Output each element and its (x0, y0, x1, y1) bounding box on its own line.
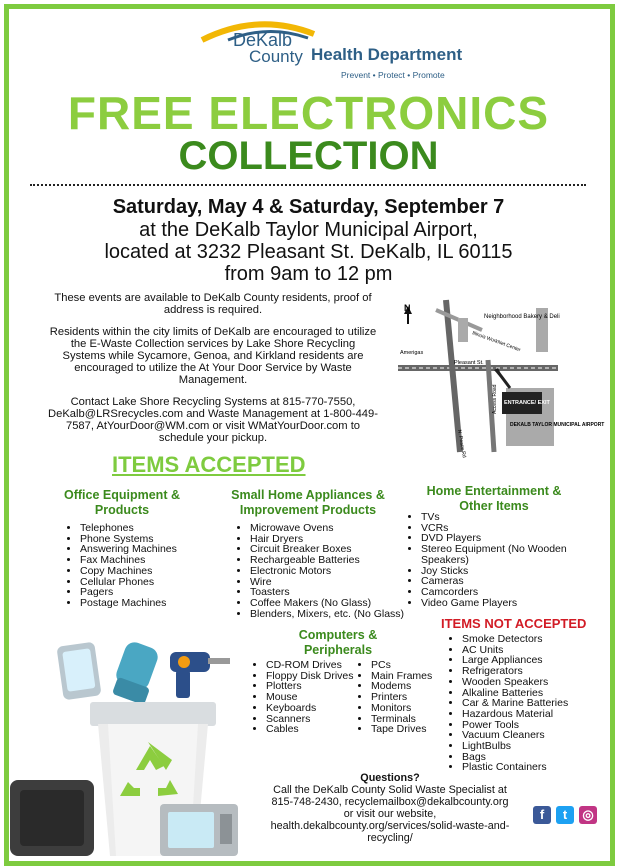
logo-health-department: Health Department (311, 45, 463, 64)
list-item: • Circuit Breaker Boxes (250, 544, 430, 555)
list-item: • Refrigerators (462, 666, 602, 677)
intro-eligibility: These events are available to DeKalb County residents, proof of address is required. (54, 292, 372, 316)
event-dates: Saturday, May 4 & Saturday, September 7 (112, 196, 505, 218)
list-item: • Copy Machines (80, 566, 220, 577)
location-map (398, 300, 605, 459)
list-item: • Smoke Detectors (462, 634, 602, 645)
questions-website[interactable]: health.dekalbcounty.org/services/solid-waste-and- (270, 820, 510, 832)
appliances-heading: Small Home Appliances & Improvement Products (231, 488, 385, 517)
list-item: • Alkaline Batteries (462, 688, 602, 699)
list-item: • Cameras (421, 576, 581, 587)
logo-dekalb: DeKalb (233, 30, 293, 50)
list-item: • VCRs (421, 523, 581, 534)
tv-icon (10, 780, 94, 856)
list-item: • Microwave Ovens (250, 523, 430, 534)
questions-heading: Questions? (360, 772, 420, 784)
list-item: • PCs (371, 660, 451, 671)
entertainment-list (405, 512, 581, 608)
map-north: N (404, 303, 411, 313)
appliances-list (234, 523, 430, 619)
map-amerigas: Amerigas (400, 350, 424, 356)
list-item: • TVs (421, 512, 581, 523)
instagram-icon[interactable]: ◎ (579, 806, 597, 824)
computers-heading: Computers & Peripherals (298, 628, 378, 657)
questions-line-2: 815-748-2430, recyclemailbox@dekalbcounty.org (271, 796, 509, 808)
list-item: • Phone Systems (80, 534, 220, 545)
list-item: • LightBulbs (462, 741, 602, 752)
list-item: • Printers (371, 692, 451, 703)
list-item: • Fax Machines (80, 555, 220, 566)
list-item: • Wire (250, 577, 430, 588)
list-item: • Floppy Disk Drives (266, 671, 376, 682)
list-item: • DVD Players (421, 533, 581, 544)
list-item: • Terminals (371, 714, 451, 725)
list-item: • Rechargeable Batteries (250, 555, 430, 566)
list-item: • Main Frames (371, 671, 451, 682)
map-peace-rd: N. Peace Rd (456, 429, 467, 459)
list-item: • Wooden Speakers (462, 677, 602, 688)
intro-contact: Contact Lake Shore Recycling Systems at 815-770-7550, DeKalb@LRSrecycles.com and Waste Management at 1-800-449-7587, AtYourDoor@WM.com or visit WMatYourDoor.com to schedule your pickup. (48, 396, 378, 444)
list-item: • Bags (462, 752, 602, 763)
list-item: • Camcorders (421, 587, 581, 598)
list-item: • Cables (266, 724, 376, 735)
facebook-icon[interactable]: f (533, 806, 551, 824)
list-item: • Scanners (266, 714, 376, 725)
questions-website-cont[interactable]: recycling/ (367, 832, 413, 844)
office-list (64, 523, 220, 609)
map-airport: DEKALB TAYLOR MUNICIPAL AIRPORT (510, 422, 605, 428)
logo-county: County (249, 47, 303, 66)
list-item: • Electronic Motors (250, 566, 430, 577)
logo-tagline: Prevent • Protect • Promote (341, 70, 445, 80)
list-item: • Large Appliances (462, 655, 602, 666)
list-item: • Stereo Equipment (No Wooden Speakers) (421, 544, 581, 565)
drill-icon (170, 652, 230, 698)
list-item: • Hair Dryers (250, 534, 430, 545)
list-item: • Postage Machines (80, 598, 220, 609)
list-item: • Car & Marine Batteries (462, 698, 602, 709)
list-item: • Tape Drives (371, 724, 451, 735)
questions-line-3: or visit our website, (343, 808, 437, 820)
blender-icon (112, 640, 161, 706)
intro-residents: Residents within the city limits of DeKalb are encouraged to utilize the E-Waste Collection services by Lake Shore Recycling Systems while Sycamore, Genoa, and Kirkland residents are encouraged to utilize the At Your Door Service by Waste Management. (49, 326, 377, 386)
list-item: • Power Tools (462, 720, 602, 731)
recycling-illustration (10, 620, 240, 856)
map-access-road: Access Road (492, 384, 498, 414)
computers-list-2 (355, 660, 451, 735)
list-item: • Coffee Makers (No Glass) (250, 598, 430, 609)
phone-icon (56, 642, 101, 701)
list-item: • Toasters (250, 587, 430, 598)
not-accepted-list (446, 634, 602, 773)
questions-line-1: Call the DeKalb County Solid Waste Specialist at (273, 784, 507, 796)
list-item: • Pagers (80, 587, 220, 598)
list-item: • Plastic Containers (462, 762, 602, 773)
list-item: • Video Game Players (421, 598, 581, 609)
entertainment-heading: Home Entertainment & Other Items (426, 484, 562, 513)
list-item: • Keyboards (266, 703, 376, 714)
items-not-accepted-heading: ITEMS NOT ACCEPTED (441, 616, 587, 631)
list-item: • CD-ROM Drives (266, 660, 376, 671)
list-item: • Mouse (266, 692, 376, 703)
event-time: from 9am to 12 pm (224, 263, 393, 285)
map-neighborhood-bakery: Neighborhood Bakery & Deli (484, 314, 560, 320)
list-item: • Joy Sticks (421, 566, 581, 577)
map-illinois-worknet: Illinois WorkNet Center (471, 330, 522, 354)
dotted-divider (30, 184, 586, 186)
list-item: • Telephones (80, 523, 220, 534)
map-pleasant-st: Pleasant St. (454, 360, 484, 366)
list-item: • Vacuum Cleaners (462, 730, 602, 741)
list-item: • Answering Machines (80, 544, 220, 555)
list-item: • AC Units (462, 645, 602, 656)
map-entrance: ENTRANCE/ EXIT (504, 400, 550, 406)
items-accepted-heading: ITEMS ACCEPTED (112, 452, 306, 477)
list-item: • Hazardous Material (462, 709, 602, 720)
twitter-icon[interactable]: t (556, 806, 574, 824)
list-item: • Blenders, Mixers, etc. (No Glass) (250, 609, 430, 620)
list-item: • Plotters (266, 681, 376, 692)
event-address: located at 3232 Pleasant St. DeKalb, IL 60115 (104, 241, 513, 263)
list-item: • Modems (371, 681, 451, 692)
list-item: • Monitors (371, 703, 451, 714)
event-location: at the DeKalb Taylor Municipal Airport, (139, 219, 478, 241)
title-line-2: COLLECTION (178, 134, 439, 178)
title-line-1: FREE ELECTRONICS (67, 87, 550, 139)
office-heading: Office Equipment & Products (64, 488, 180, 517)
list-item: • Cellular Phones (80, 577, 220, 588)
